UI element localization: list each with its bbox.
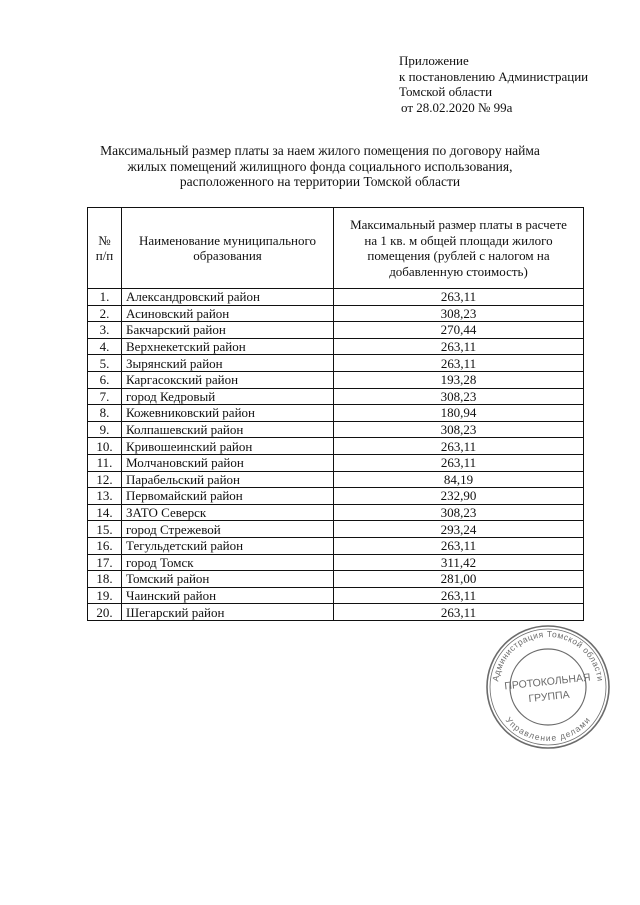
row-value: 308,23 [334, 305, 584, 322]
table-row [88, 371, 584, 388]
table-row [88, 305, 584, 322]
row-name: Зырянский район [122, 355, 334, 372]
stamp-center-line-1: ПРОТОКОЛЬНАЯ [503, 671, 592, 693]
header-num-line-1: № [98, 232, 111, 248]
row-value: 263,11 [334, 338, 584, 355]
table-row [88, 338, 584, 355]
table-header-row [88, 208, 584, 289]
table-row [88, 471, 584, 488]
row-num: 16. [88, 537, 122, 554]
rates-table [87, 207, 584, 621]
stamp-seal [484, 623, 612, 751]
table-row [88, 587, 584, 604]
title-line-3: расположенного на территории Томской области [179, 174, 461, 189]
row-num: 7. [88, 388, 122, 405]
row-name: Александровский район [122, 289, 334, 306]
row-name: Бакчарский район [122, 322, 334, 339]
row-value: 263,11 [334, 289, 584, 306]
row-num: 18. [88, 571, 122, 588]
stamp-ring-top: Администрация Томской области [490, 628, 606, 683]
row-name: Парабельский район [122, 471, 334, 488]
appendix-line-4: от 28.02.2020 № 99а [401, 99, 513, 115]
row-value: 232,90 [334, 488, 584, 505]
appendix-line-2: к постановлению Администрации [399, 68, 589, 84]
row-value: 308,23 [334, 388, 584, 405]
row-value: 180,94 [334, 405, 584, 422]
row-value: 263,11 [334, 355, 584, 372]
row-num: 20. [88, 604, 122, 621]
row-num: 10. [88, 438, 122, 455]
header-value: Максимальный размер платы в расчете на 1 кв. м общей площади жилого помещения (рублей с налогом на добавленную стоимость) [334, 208, 584, 289]
row-name: ЗАТО Северск [122, 504, 334, 521]
table-row [88, 604, 584, 621]
row-value: 263,11 [334, 604, 584, 621]
row-value: 308,23 [334, 504, 584, 521]
table-row [88, 388, 584, 405]
table-row [88, 537, 584, 554]
row-value: 311,42 [334, 554, 584, 571]
header-name: Наименование муниципального образования [122, 208, 334, 289]
table-row [88, 438, 584, 455]
row-value: 193,28 [334, 371, 584, 388]
row-name: Кожевниковский район [122, 405, 334, 422]
row-name: Верхнекетский район [122, 338, 334, 355]
table-row [88, 488, 584, 505]
header-num-line-2: п/п [95, 248, 114, 263]
row-value: 293,24 [334, 521, 584, 538]
table-row [88, 289, 584, 306]
table-row [88, 454, 584, 471]
row-value: 263,11 [334, 438, 584, 455]
row-value: 263,11 [334, 587, 584, 604]
row-value: 263,11 [334, 537, 584, 554]
row-num: 8. [88, 405, 122, 422]
row-num: 17. [88, 554, 122, 571]
row-value: 263,11 [334, 454, 584, 471]
table-row [88, 504, 584, 521]
row-value: 281,00 [334, 571, 584, 588]
row-name: Тегульдетский район [122, 537, 334, 554]
stamp-ring-bottom: Управление делами [503, 714, 593, 744]
row-name: город Стрежевой [122, 521, 334, 538]
row-name: Колпашевский район [122, 421, 334, 438]
row-name: Шегарский район [122, 604, 334, 621]
row-num: 3. [88, 322, 122, 339]
row-name: город Кедровый [122, 388, 334, 405]
title-line-1: Максимальный размер платы за наем жилого помещения по договору найма [100, 143, 540, 158]
row-name: Асиновский район [122, 305, 334, 322]
table-row [88, 571, 584, 588]
row-name: Чаинский район [122, 587, 334, 604]
appendix-line-3: Томской области [399, 84, 493, 99]
row-num: 9. [88, 421, 122, 438]
document-title [80, 143, 560, 190]
row-name: Кривошеинский район [122, 438, 334, 455]
row-name: Каргасокский район [122, 371, 334, 388]
row-name: город Томск [122, 554, 334, 571]
row-num: 4. [88, 338, 122, 355]
row-num: 14. [88, 504, 122, 521]
row-value: 270,44 [334, 322, 584, 339]
row-value: 308,23 [334, 421, 584, 438]
row-name: Томский район [122, 571, 334, 588]
table-row [88, 405, 584, 422]
row-num: 6. [88, 371, 122, 388]
header-num [88, 208, 122, 289]
row-num: 13. [88, 488, 122, 505]
row-name: Молчановский район [122, 454, 334, 471]
row-value: 84,19 [334, 471, 584, 488]
row-num: 19. [88, 587, 122, 604]
table-row [88, 322, 584, 339]
table-body [88, 289, 584, 621]
title-line-2: жилых помещений жилищного фонда социального использования, [127, 158, 513, 174]
row-num: 11. [88, 454, 122, 471]
appendix-line-1: Приложение [399, 53, 469, 68]
table-row [88, 355, 584, 372]
table-row [88, 554, 584, 571]
row-num: 1. [88, 289, 122, 306]
row-num: 5. [88, 355, 122, 372]
table-row [88, 421, 584, 438]
stamp-center-line-2: ГРУППА [527, 688, 571, 706]
row-num: 2. [88, 305, 122, 322]
appendix-block [399, 53, 588, 115]
row-num: 15. [88, 521, 122, 538]
row-name: Первомайский район [122, 488, 334, 505]
row-num: 12. [88, 471, 122, 488]
table-row [88, 521, 584, 538]
